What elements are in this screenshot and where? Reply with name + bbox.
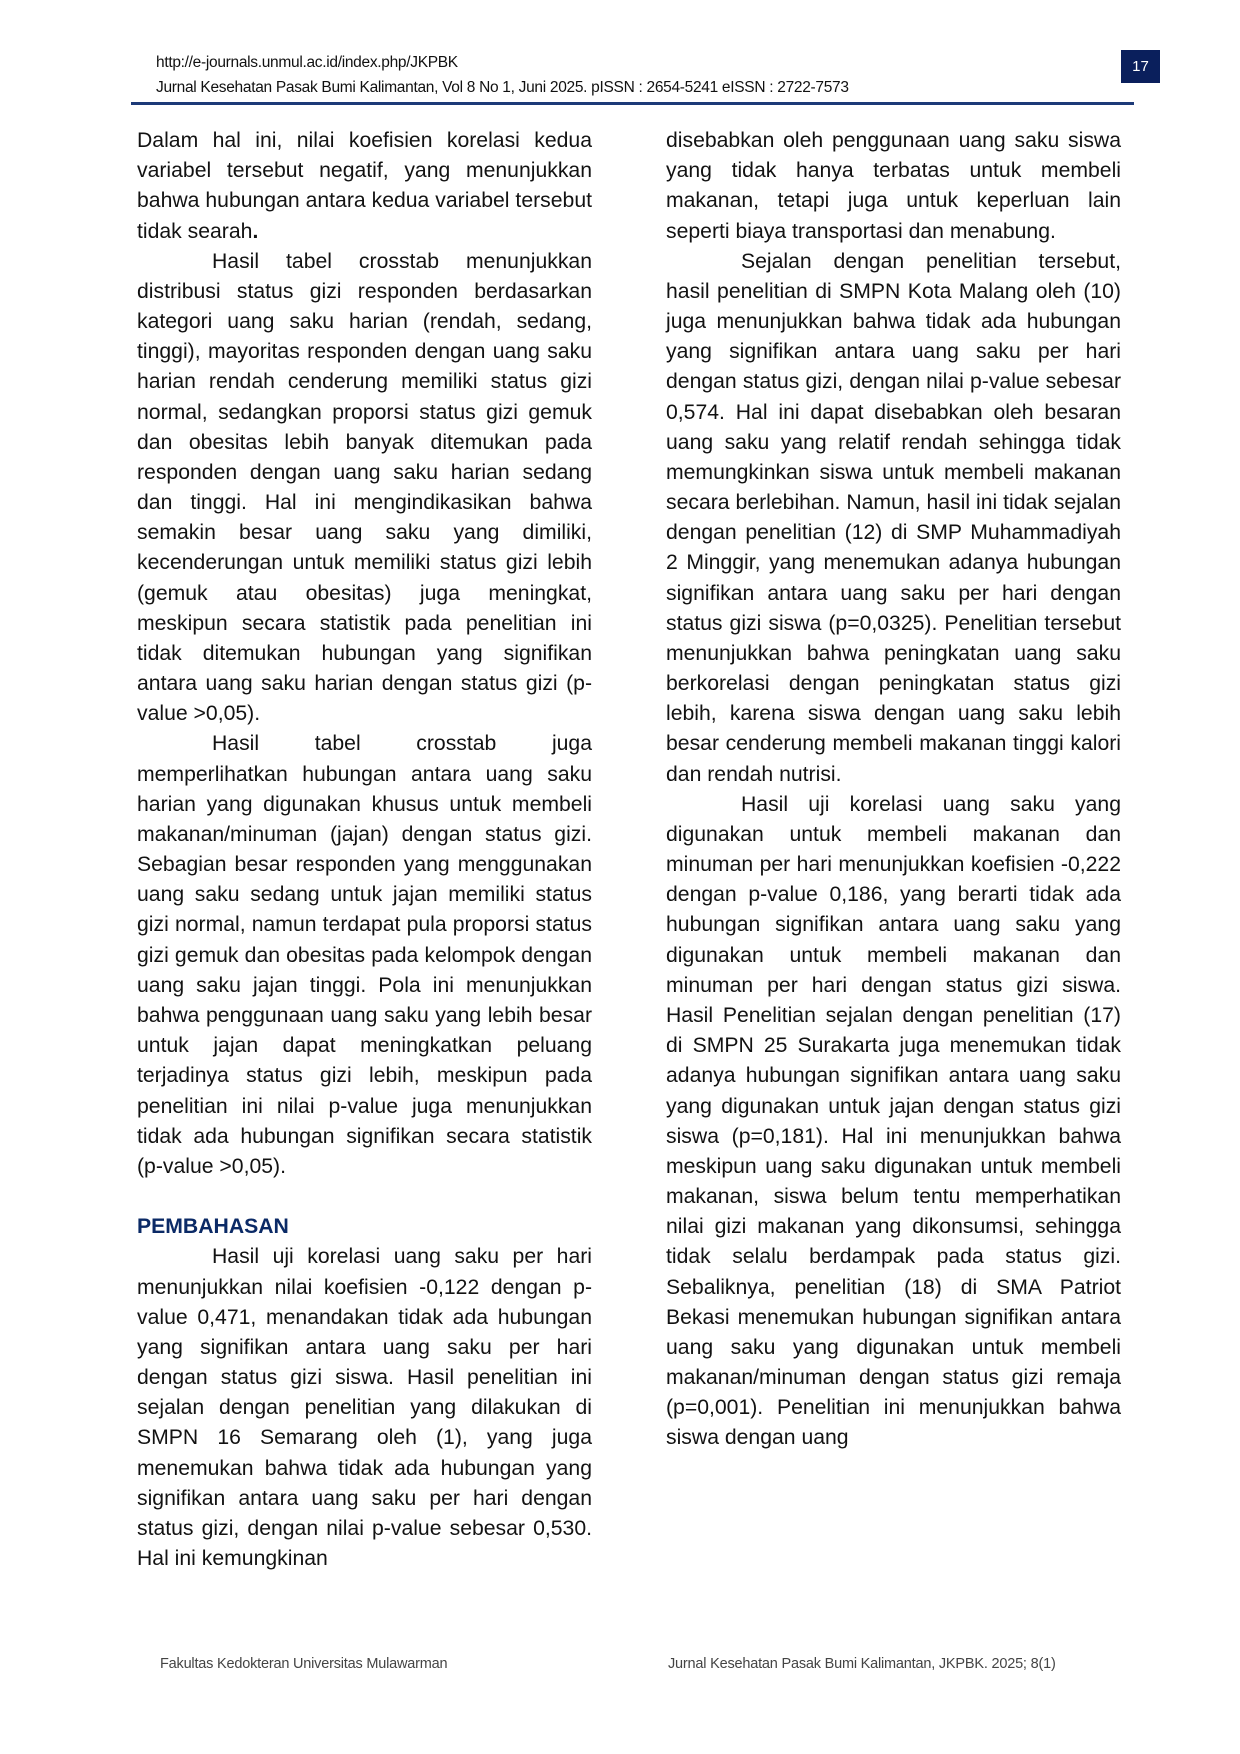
footer-institution: Fakultas Kedokteran Universitas Mulawarman (160, 1656, 448, 1672)
running-header (156, 50, 849, 100)
page-number-badge: 17 (1121, 50, 1160, 83)
paragraph: Hasil tabel crosstab menunjukkan distribusi status gizi responden berdasarkan kategori uang saku harian (rendah, sedang, tinggi), mayoritas responden dengan uang saku harian rendah cenderung memiliki status gizi normal, sedangkan proporsi status gizi gemuk dan obesitas lebih banyak ditemukan pada responden dengan uang saku harian sedang dan tinggi. Hal ini mengindikasikan bahwa semakin besar uang saku yang dimiliki, kecenderungan untuk memiliki status gizi lebih (gemuk atau obesitas) juga meningkat, meskipun secara statistik pada penelitian ini tidak ditemukan hubungan yang signifikan antara uang saku harian dengan status gizi (p-value >0,05). (137, 249, 592, 726)
header-divider (131, 102, 1134, 105)
journal-url[interactable]: http://e-journals.unmul.ac.id/index.php/JKPBK (156, 54, 458, 71)
left-column (137, 126, 592, 1574)
section-heading: PEMBAHASAN (137, 1215, 289, 1239)
paragraph: Hasil uji korelasi uang saku yang digunakan untuk membeli makanan dan minuman per hari menunjukkan koefisien -0,222 dengan p-value 0,186, yang berarti tidak ada hubungan signifikan antara uang saku yang digunakan untuk membeli makanan dan minuman per hari dengan status gizi siswa. Hasil Penelitian sejalan dengan penelitian (17) di SMPN 25 Surakarta juga menemukan tidak adanya hubungan signifikan antara uang saku yang digunakan untuk jajan dengan status gizi siswa (p=0,181). Hal ini menunjukkan bahwa meskipun uang saku digunakan untuk membeli makanan, siswa belum tentu memperhatikan nilai gizi makanan yang dikonsumsi, sehingga tidak selalu berdampak pada status gizi. Sebaliknya, penelitian (18) di SMA Patriot Bekasi menemukan hubungan signifikan antara uang saku yang digunakan untuk membeli makanan/minuman dengan status gizi remaja (p=0,001). Penelitian ini menunjukkan bahwa siswa dengan uang (666, 792, 1121, 1450)
paragraph-text: Dalam hal ini, nilai koefisien korelasi kedua variabel tersebut negatif, yang menunjukkan bahwa hubungan antara kedua variabel tersebut tidak searah (137, 129, 592, 243)
paragraph: Hasil uji korelasi uang saku per hari menunjukkan nilai koefisien -0,122 dengan p-value 0,471, menandakan tidak ada hubungan yang signifikan antara uang saku per hari dengan status gizi siswa. Hasil penelitian ini sejalan dengan penelitian yang dilakukan di SMPN 16 Semarang oleh (1), yang juga menemukan bahwa tidak ada hubungan yang signifikan antara uang saku per hari dengan status gizi, dengan nilai p-value sebesar 0,530. Hal ini kemungkinan (137, 1245, 592, 1571)
footer-journal-citation: Jurnal Kesehatan Pasak Bumi Kalimantan, JKPBK. 2025; 8(1) (668, 1656, 1056, 1672)
right-column (666, 126, 1121, 1454)
paragraph (137, 126, 592, 247)
journal-citation-line: Jurnal Kesehatan Pasak Bumi Kalimantan, Vol 8 No 1, Juni 2025. pISSN : 2654-5241 eISSN : 2722-7573 (156, 79, 849, 96)
paragraph: Sejalan dengan penelitian tersebut, hasil penelitian di SMPN Kota Malang oleh (10) juga menunjukkan bahwa tidak ada hubungan yang signifikan antara uang saku per hari dengan status gizi, dengan nilai p-value sebesar 0,574. Hal ini dapat disebabkan oleh besaran uang saku yang relatif rendah sehingga tidak memungkinkan siswa untuk membeli makanan secara berlebihan. Namun, hasil ini tidak sejalan dengan penelitian (12) di SMP Muhammadiyah 2 Minggir, yang menemukan adanya hubungan signifikan antara uang saku per hari dengan status gizi siswa (p=0,0325). Penelitian tersebut menunjukkan bahwa peningkatan uang saku berkorelasi dengan peningkatan status gizi lebih, karena siswa dengan uang saku lebih besar cenderung membeli makanan tinggi kalori dan rendah nutrisi. (666, 249, 1121, 786)
paragraph: Hasil tabel crosstab juga memperlihatkan hubungan antara uang saku harian yang digunakan khusus untuk membeli makanan/minuman (jajan) dengan status gizi. Sebagian besar responden yang menggunakan uang saku sedang untuk jajan memiliki status gizi normal, namun terdapat pula proporsi status gizi gemuk dan obesitas pada kelompok dengan uang saku jajan tinggi. Pola ini menunjukkan bahwa penggunaan uang saku yang lebih besar untuk jajan dapat meningkatkan peluang terjadinya status gizi lebih, meskipun pada penelitian ini nilai p-value juga menunjukkan tidak ada hubungan signifikan secara statistik (p-value >0,05). (137, 732, 592, 1178)
paragraph-end-period: . (252, 219, 259, 243)
paragraph: disebabkan oleh penggunaan uang saku siswa yang tidak hanya terbatas untuk membeli makanan, tetapi juga untuk keperluan lain seperti biaya transportasi dan menabung. (666, 129, 1121, 243)
